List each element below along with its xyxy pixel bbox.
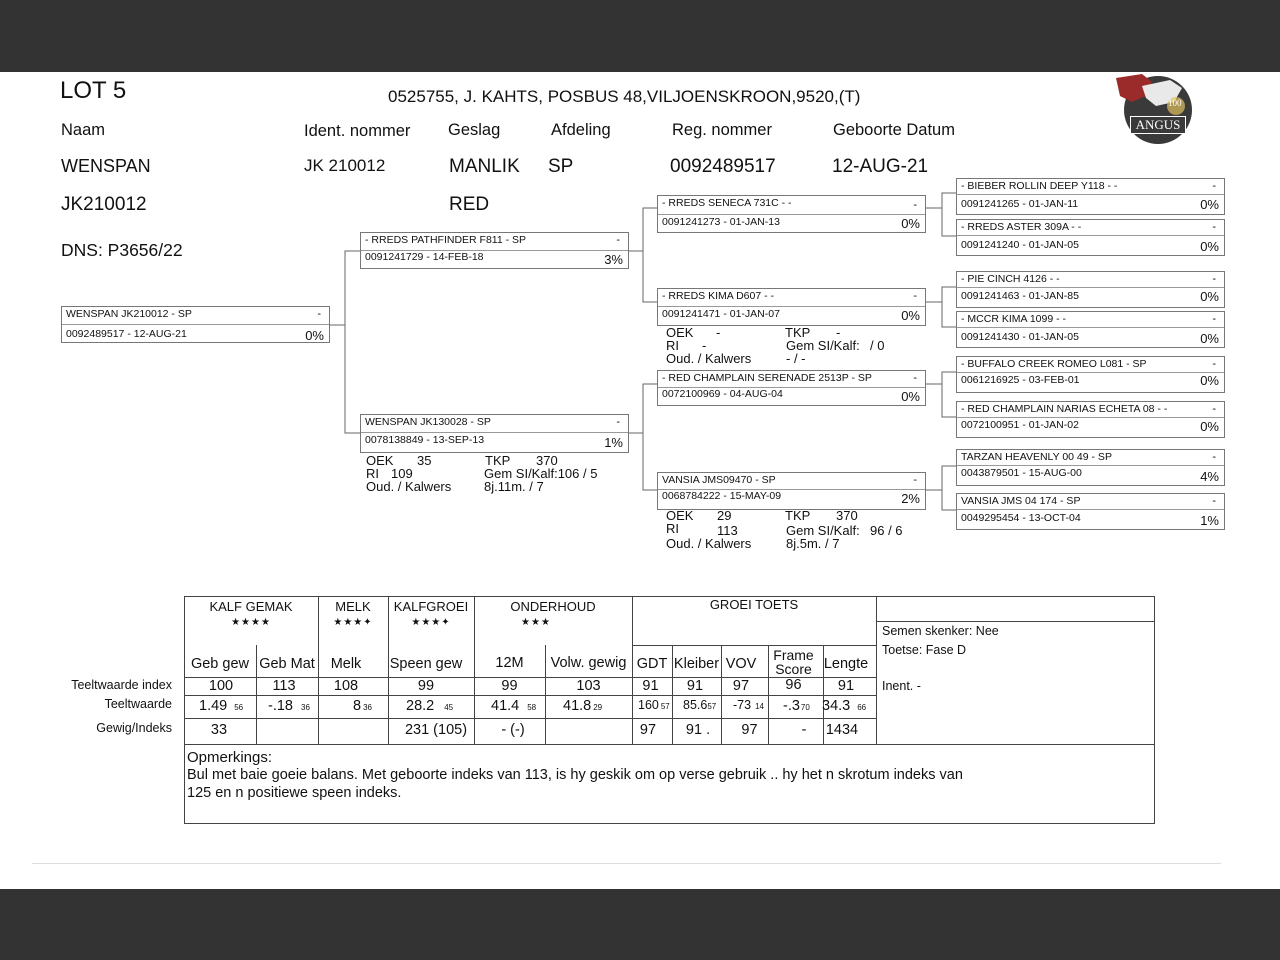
pedigree-name: TARZAN HEAVENLY 00 49 - SP bbox=[961, 451, 1112, 463]
col-frame-score: Frame Score bbox=[773, 647, 814, 677]
animal-geslag: MANLIK bbox=[449, 156, 520, 177]
index-gdt: 91 bbox=[642, 678, 659, 694]
index-speen-gew: 99 bbox=[417, 678, 435, 694]
pedigree-name: VANSIA JMS09470 - SP bbox=[662, 474, 776, 486]
semen-skenker: Semen skenker: Nee bbox=[882, 624, 999, 638]
gewig-speen-gew: 231 (105) bbox=[404, 722, 468, 738]
animal-afdeling: SP bbox=[548, 156, 574, 177]
pedigree-dash: - bbox=[1212, 313, 1216, 325]
tw-geb-gew: 1.49 56 bbox=[199, 698, 244, 714]
row-label-tw: Teeltwaarde bbox=[104, 697, 172, 711]
pedigree-dash: - bbox=[616, 234, 620, 246]
gewig-vov: 97 bbox=[741, 722, 758, 738]
pedigree-name: - PIE CINCH 4126 - - bbox=[961, 273, 1060, 285]
group-kalf-gemak: KALF GEMAK bbox=[209, 599, 293, 614]
pedigree-name: - RREDS KIMA D607 - - bbox=[662, 290, 775, 302]
tw-volw-gewig: 41.8 29 bbox=[563, 698, 603, 714]
pedigree-dash: - bbox=[1212, 451, 1216, 463]
animal-kleur: RED bbox=[449, 194, 490, 215]
tw-12m: 41.4 58 bbox=[491, 698, 537, 714]
pedigree-pct: 3% bbox=[604, 252, 623, 267]
pedigree-dash: - bbox=[913, 372, 917, 384]
animal-id2: JK210012 bbox=[61, 194, 147, 215]
stars-melk: ★★★✦ bbox=[333, 617, 373, 628]
pedigree-name: - MCCR KIMA 1099 - - bbox=[961, 313, 1067, 325]
header-geboorte: Geboorte Datum bbox=[833, 121, 955, 139]
pedigree-pct: 0% bbox=[1200, 197, 1219, 212]
pedigree-dash: - bbox=[1212, 495, 1216, 507]
remarks-line-2: 125 en n positiewe speen indeks. bbox=[187, 785, 402, 801]
index-lengte: 91 bbox=[837, 678, 855, 694]
tw-frame-score: -.370 bbox=[783, 698, 810, 714]
logo-small-text: 100 bbox=[1168, 98, 1182, 108]
tw-geb-mat: -.18 36 bbox=[268, 698, 310, 714]
header-reg: Reg. nommer bbox=[672, 121, 772, 139]
col-speen-gew: Speen gew bbox=[389, 656, 463, 672]
pedigree-name: - BIEBER ROLLIN DEEP Y118 - - bbox=[961, 180, 1118, 192]
pedigree-reg: 0049295454 - 13-OCT-04 bbox=[961, 512, 1081, 524]
animal-reg: 0092489517 bbox=[670, 156, 776, 177]
col-12m: 12M bbox=[495, 655, 524, 671]
pedigree-name: WENSPAN JK210012 - SP bbox=[66, 308, 192, 320]
row-label-gewig: Gewig/Indeks bbox=[96, 721, 172, 735]
pedigree-dash: - bbox=[317, 308, 321, 320]
pedigree-pct: 1% bbox=[604, 435, 623, 450]
row-label-index: Teeltwaarde index bbox=[71, 678, 172, 692]
animal-naam: WENSPAN bbox=[61, 156, 151, 176]
pedigree-dash: - bbox=[1212, 273, 1216, 285]
animal-dns: DNS: P3656/22 bbox=[61, 240, 183, 260]
animal-ident: JK 210012 bbox=[304, 156, 386, 175]
col-kleiber: Kleiber bbox=[673, 656, 720, 672]
stars-kalfgroei: ★★★✦ bbox=[411, 617, 451, 628]
animal-geboorte: 12-AUG-21 bbox=[832, 156, 929, 177]
pedigree-dash: - bbox=[1212, 180, 1216, 192]
gewig-gdt: 97 bbox=[639, 722, 657, 738]
gewig-12m: - (-) bbox=[501, 722, 525, 738]
pedigree-pct: 0% bbox=[1200, 289, 1219, 304]
index-12m: 99 bbox=[501, 678, 518, 694]
pedigree-pct: 2% bbox=[901, 491, 920, 506]
logo-text: ANGUS bbox=[1130, 116, 1186, 134]
pedigree-dash: - bbox=[1212, 358, 1216, 370]
pedigree-reg: 0043879501 - 15-AUG-00 bbox=[961, 467, 1082, 479]
header-afdeling: Afdeling bbox=[551, 121, 611, 139]
pedigree-reg: 0091241463 - 01-JAN-85 bbox=[961, 290, 1079, 302]
pedigree-reg: 0078138849 - 13-SEP-13 bbox=[365, 434, 485, 446]
col-vov: VOV bbox=[725, 656, 757, 672]
stars-onderhoud: ★★★ bbox=[521, 617, 551, 628]
pedigree-name: - RREDS PATHFINDER F811 - SP bbox=[365, 234, 527, 246]
col-volw-gewig: Volw. gewig bbox=[550, 655, 627, 671]
pedigree-reg: 0072100969 - 04-AUG-04 bbox=[662, 388, 783, 400]
index-frame-score: 96 bbox=[785, 677, 802, 693]
col-geb-gew: Geb gew bbox=[190, 656, 250, 672]
pedigree-pct: 0% bbox=[901, 308, 920, 323]
pedigree-pct: 0% bbox=[1200, 419, 1219, 434]
header-ident: Ident. nommer bbox=[304, 122, 411, 140]
pedigree-pct: 0% bbox=[901, 389, 920, 404]
remarks-title: Opmerkings: bbox=[187, 749, 273, 766]
stars-kalf-gemak: ★★★★ bbox=[231, 617, 271, 628]
pedigree-reg: 0092489517 - 12-AUG-21 bbox=[66, 328, 187, 340]
index-kleiber: 91 bbox=[686, 678, 704, 694]
group-kalfgroei: KALFGROEI bbox=[393, 599, 469, 614]
group-melk: MELK bbox=[335, 599, 371, 614]
pedigree-pct: 1% bbox=[1200, 513, 1219, 528]
index-geb-gew: 100 bbox=[208, 678, 234, 694]
pedigree-reg: 0072100951 - 01-JAN-02 bbox=[961, 419, 1079, 431]
header-naam: Naam bbox=[61, 121, 106, 139]
pedigree-name: - RED CHAMPLAIN NARIAS ECHETA 08 - - bbox=[961, 403, 1168, 415]
col-geb-mat: Geb Mat bbox=[259, 656, 315, 672]
pedigree-pct: 4% bbox=[1200, 469, 1219, 484]
pedigree-name: WENSPAN JK130028 - SP bbox=[365, 416, 491, 428]
tw-melk: 8 36 bbox=[353, 698, 372, 714]
pedigree-dash: - bbox=[913, 199, 917, 211]
pedigree-reg: 0091241729 - 14-FEB-18 bbox=[365, 251, 484, 263]
gewig-frame-score: - bbox=[801, 722, 807, 738]
index-melk: 108 bbox=[333, 678, 359, 694]
header-geslag: Geslag bbox=[448, 121, 501, 139]
pedigree-name: VANSIA JMS 04 174 - SP bbox=[961, 495, 1081, 507]
tw-lengte: 34.3 66 bbox=[822, 698, 867, 714]
pedigree-reg: 0061216925 - 03-FEB-01 bbox=[961, 374, 1080, 386]
tw-gdt: 160 57 bbox=[638, 698, 670, 712]
group-onderhoud: ONDERHOUD bbox=[510, 599, 596, 614]
col-gdt: GDT bbox=[636, 656, 668, 672]
pedigree-dash: - bbox=[1212, 221, 1216, 233]
pedigree-reg: 0068784222 - 15-MAY-09 bbox=[662, 490, 782, 502]
pedigree-pct: 0% bbox=[1200, 373, 1219, 388]
stats-dam-dam: OEK 29 TKP 370 RI 113 Gem SI/Kalf: 96 / 6 Oud. / Kalwers 8j.5m. / 7 bbox=[666, 508, 903, 551]
pedigree-pct: 0% bbox=[901, 216, 920, 231]
group-groei-toets: GROEI TOETS bbox=[709, 597, 799, 612]
pedigree-dash: - bbox=[616, 416, 620, 428]
toetse: Toetse: Fase D bbox=[882, 643, 967, 657]
index-geb-mat: 113 bbox=[272, 678, 296, 694]
col-melk: Melk bbox=[330, 656, 362, 672]
inent: Inent. - bbox=[882, 679, 921, 693]
remarks-line-1: Bul met baie goeie balans. Met geboorte indeks van 113, is hy geskik om op verse gebruik .. hy het n skrotum indeks van bbox=[187, 767, 963, 783]
pedigree-name: - BUFFALO CREEK ROMEO L081 - SP bbox=[961, 358, 1147, 370]
breeder-info: 0525755, J. KAHTS, POSBUS 48,VILJOENSKROON,9520,(T) bbox=[388, 87, 861, 106]
pedigree-name: - RREDS ASTER 309A - - bbox=[961, 221, 1082, 233]
pedigree-reg: 0091241273 - 01-JAN-13 bbox=[662, 216, 780, 228]
pedigree-reg: 0091241471 - 01-JAN-07 bbox=[662, 308, 780, 320]
pedigree-dash: - bbox=[1212, 403, 1216, 415]
bottom-divider bbox=[32, 863, 1221, 864]
lot-title: LOT 5 bbox=[60, 77, 127, 104]
pedigree-pct: 0% bbox=[1200, 331, 1219, 346]
gewig-lengte: 1434 bbox=[825, 722, 859, 738]
tw-speen-gew: 28.2 45 bbox=[406, 698, 454, 714]
gewig-geb-gew: 33 bbox=[210, 722, 228, 738]
pedigree-reg: 0091241265 - 01-JAN-11 bbox=[961, 198, 1079, 210]
tw-vov: -73 14 bbox=[733, 698, 764, 712]
stats-sire-dam: OEK - TKP - RI - Gem SI/Kalf: / 0 Oud. / Kalwers - / - bbox=[666, 325, 885, 366]
tw-kleiber: 85.657 bbox=[683, 698, 717, 712]
pedigree-dash: - bbox=[913, 474, 917, 486]
pedigree-name: - RED CHAMPLAIN SERENADE 2513P - SP bbox=[662, 372, 872, 384]
index-volw-gewig: 103 bbox=[576, 678, 601, 694]
pedigree-name: - RREDS SENECA 731C - - bbox=[662, 197, 792, 209]
stats-dam: OEK 35 TKP 370 RI 109 Gem SI/Kalf:106 / 5 Oud. / Kalwers 8j.11m. / 7 bbox=[366, 453, 598, 494]
pedigree-reg: 0091241430 - 01-JAN-05 bbox=[961, 331, 1079, 343]
pedigree-pct: 0% bbox=[1200, 239, 1219, 254]
gewig-kleiber: 91 . bbox=[685, 722, 711, 738]
pedigree-reg: 0091241240 - 01-JAN-05 bbox=[961, 239, 1079, 251]
col-lengte: Lengte bbox=[823, 656, 869, 672]
pedigree-pct: 0% bbox=[305, 328, 324, 343]
index-vov: 97 bbox=[732, 678, 750, 694]
pedigree-dash: - bbox=[913, 290, 917, 302]
